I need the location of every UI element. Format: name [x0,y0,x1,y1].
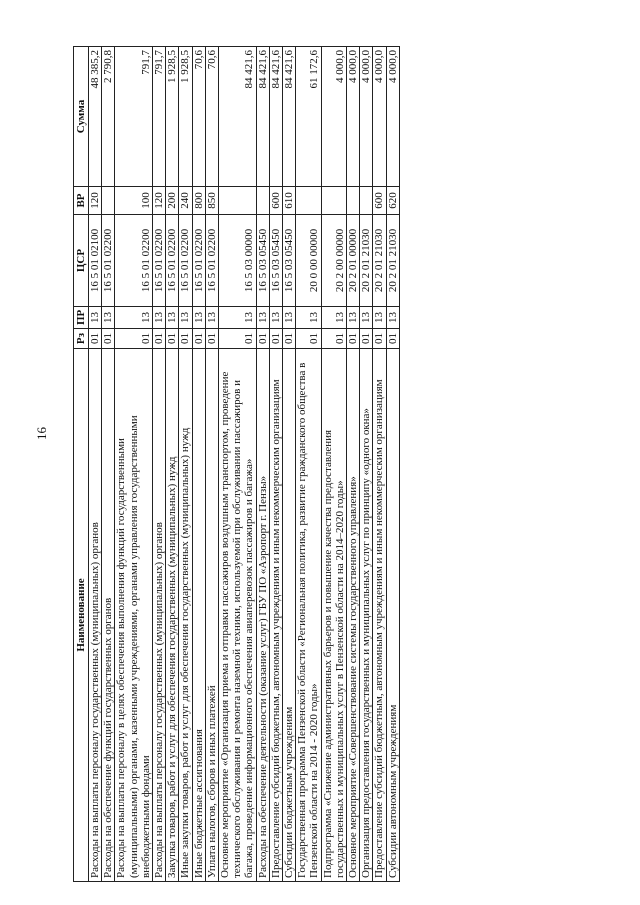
cell-sum: 4 000,0 [386,47,399,187]
cell-csr: 20 0 00 00000 [296,215,321,307]
cell-csr: 20 2 01 21030 [360,215,373,307]
cell-csr: 16 5 03 05450 [269,215,282,307]
cell-vr: 600 [373,187,386,215]
table-row [115,47,153,882]
header-name: Наименование [74,349,89,882]
cell-sum: 84 421,6 [283,47,296,187]
cell-name: Предоставление субсидий бюджетным, автономным учреждениям и иным некоммерческим организациям [269,349,282,882]
cell-vr: 600 [269,187,282,215]
cell-vr: 620 [386,187,399,215]
cell-csr: 16 5 01 02200 [205,215,218,307]
table-row [283,47,296,882]
cell-pr: 13 [102,307,115,329]
cell-sum: 84 421,6 [219,47,257,187]
cell-name: Закупка товаров, работ и услуг для обеспечения государственных (муниципальных) нужд [166,349,179,882]
cell-sum: 4 000,0 [347,47,360,187]
table-row [205,47,218,882]
cell-rz: 01 [179,329,192,349]
cell-rz: 01 [89,329,102,349]
cell-rz: 01 [360,329,373,349]
cell-sum: 791,7 [115,47,153,187]
cell-rz: 01 [153,329,166,349]
cell-csr: 16 5 01 02200 [166,215,179,307]
cell-name: Основное мероприятие «Совершенствование системы государственного управления» [347,349,360,882]
cell-name: Иные бюджетные ассигнования [192,349,205,882]
cell-pr: 13 [347,307,360,329]
cell-sum: 2 790,8 [102,47,115,187]
cell-sum: 4 000,0 [360,47,373,187]
cell-sum: 1 928,5 [179,47,192,187]
cell-csr: 16 5 01 02200 [115,215,153,307]
cell-csr: 16 5 03 05450 [256,215,269,307]
cell-rz: 01 [386,329,399,349]
cell-name: Расходы на обеспечение деятельности (оказание услуг) ГБУ ПО «Аэропорт г. Пензы» [256,349,269,882]
cell-pr: 13 [373,307,386,329]
cell-csr: 16 5 03 05450 [283,215,296,307]
cell-csr: 20 2 01 21030 [386,215,399,307]
table-row [347,47,360,882]
cell-name: Организация предоставления государственных и муниципальных услуг по принципу «одного окна» [360,349,373,882]
cell-rz: 01 [102,329,115,349]
table-header [74,47,89,882]
cell-name: Расходы на выплаты персоналу в целях обеспечения выполнения функций государственными (муниципальными) органами, казенными учреждениями, органами управления государственными внебюджетными фондами [115,349,153,882]
cell-sum: 61 172,6 [296,47,321,187]
table-row [219,47,257,882]
cell-rz: 01 [219,329,257,349]
cell-pr: 13 [296,307,321,329]
cell-rz: 01 [256,329,269,349]
budget-table-container [73,47,400,882]
cell-csr: 16 5 01 02200 [102,215,115,307]
cell-sum: 84 421,6 [269,47,282,187]
page-number: 16 [34,427,49,440]
cell-rz: 01 [296,329,321,349]
cell-name: Субсидии бюджетным учреждениям [283,349,296,882]
cell-vr: 800 [192,187,205,215]
cell-name: Расходы на обеспечение функций государственных органов [102,349,115,882]
cell-rz: 01 [373,329,386,349]
cell-sum: 48 385,2 [89,47,102,187]
cell-rz: 01 [205,329,218,349]
cell-pr: 13 [205,307,218,329]
cell-pr: 13 [192,307,205,329]
cell-vr: 200 [166,187,179,215]
cell-vr: 850 [205,187,218,215]
cell-pr: 13 [321,307,346,329]
cell-pr: 13 [166,307,179,329]
cell-name: Подпрограмма «Снижение административных барьеров и повышение качества предоставления государственных и муниципальных услуг в Пензенской области на 2014–2020 годы» [321,349,346,882]
cell-vr: 100 [115,187,153,215]
cell-pr: 13 [89,307,102,329]
cell-rz: 01 [347,329,360,349]
cell-name: Государственная программа Пензенской области «Региональная политика, развитие гражданского общества в Пензенской области на 2014 - 2020 годы» [296,349,321,882]
header-csr: ЦСР [74,215,89,307]
cell-rz: 01 [166,329,179,349]
table-row [256,47,269,882]
table-body [89,47,400,882]
cell-vr [347,187,360,215]
cell-name: Уплата налогов, сборов и иных платежей [205,349,218,882]
cell-rz: 01 [321,329,346,349]
header-rz: Рз [74,329,89,349]
header-sum: Сумма [74,47,89,187]
cell-csr: 16 5 01 02200 [192,215,205,307]
cell-name: Иные закупки товаров, работ и услуг для обеспечения государственных (муниципальных) нужд [179,349,192,882]
cell-csr: 16 5 01 02200 [153,215,166,307]
cell-csr: 16 5 01 02100 [89,215,102,307]
table-row [386,47,399,882]
cell-vr: 120 [89,187,102,215]
cell-rz: 01 [115,329,153,349]
header-vr: ВР [74,187,89,215]
cell-name: Предоставление субсидий бюджетным, автономным учреждениям и иным некоммерческим организациям [373,349,386,882]
cell-vr [256,187,269,215]
cell-pr: 13 [153,307,166,329]
cell-vr: 610 [283,187,296,215]
cell-csr: 20 2 00 00000 [321,215,346,307]
cell-pr: 13 [283,307,296,329]
cell-vr: 120 [153,187,166,215]
table-row [373,47,386,882]
cell-vr [321,187,346,215]
table-row [153,47,166,882]
cell-pr: 13 [269,307,282,329]
cell-vr: 240 [179,187,192,215]
cell-pr: 13 [219,307,257,329]
cell-vr [360,187,373,215]
table-row [296,47,321,882]
cell-csr: 20 2 01 00000 [347,215,360,307]
cell-rz: 01 [269,329,282,349]
cell-pr: 13 [115,307,153,329]
cell-name: Расходы на выплаты персоналу государственных (муниципальных) органов [153,349,166,882]
cell-csr: 16 5 03 00000 [219,215,257,307]
header-pr: ПР [74,307,89,329]
table-row [179,47,192,882]
cell-sum: 791,7 [153,47,166,187]
table-row [102,47,115,882]
cell-csr: 16 5 01 02200 [179,215,192,307]
cell-sum: 4 000,0 [321,47,346,187]
cell-vr [219,187,257,215]
cell-csr: 20 2 01 21030 [373,215,386,307]
cell-pr: 13 [386,307,399,329]
cell-pr: 13 [179,307,192,329]
cell-name: Субсидии автономным учреждениям [386,349,399,882]
table-row [269,47,282,882]
cell-vr [102,187,115,215]
cell-pr: 13 [360,307,373,329]
cell-rz: 01 [192,329,205,349]
cell-pr: 13 [256,307,269,329]
cell-rz: 01 [283,329,296,349]
table-row [360,47,373,882]
cell-sum: 70,6 [205,47,218,187]
table-row [192,47,205,882]
table-row [321,47,346,882]
cell-vr [296,187,321,215]
cell-sum: 1 928,5 [166,47,179,187]
cell-sum: 4 000,0 [373,47,386,187]
cell-name: Основное мероприятие «Организация приема и отправки пассажиров воздушным транспортом, проведение технического обслуживания и ремонта наземной техники, используемой при обслуживании пассажиров и багажа, проведение информационного обеспечения авиаперевозок пассажиров и багажа» [219,349,257,882]
table-row [166,47,179,882]
cell-name: Расходы на выплаты персоналу государственных (муниципальных) органов [89,349,102,882]
cell-sum: 84 421,6 [256,47,269,187]
cell-sum: 70,6 [192,47,205,187]
budget-table [73,46,400,882]
table-row [89,47,102,882]
